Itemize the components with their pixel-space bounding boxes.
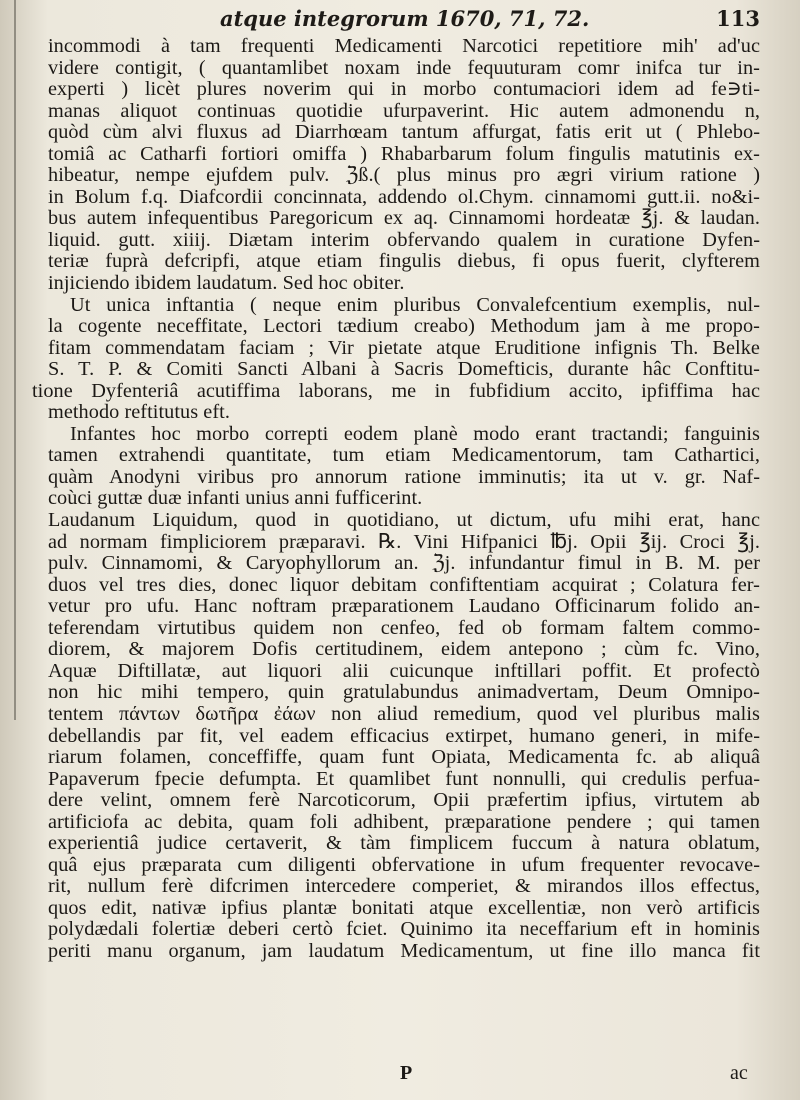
text-line: videre contigit, ( quantamlibet noxam inde fequuturam comr inifca tur in- (48, 56, 760, 79)
text-line: teferendam virtutibus quidem non cenfeo, fed ob formam faltem commo- (48, 616, 760, 639)
text-line: Papaverum fpecie defumpta. Et quamlibet funt nonnulli, qui credulis perfua- (48, 767, 760, 790)
text-line: tentem πάντων δωτῆρα ἐάων non aliud remedium, quod vel pluribus malis (48, 702, 760, 725)
page-number: 113 (716, 6, 760, 31)
text-line: la cogente neceffitate, Lectori tædium creabo) Methodum jam à me propo- (48, 315, 760, 338)
text-line: experti ) licèt plures noverim qui in morbo contumaciori idem ad fe∋ti- (48, 78, 760, 101)
text-line: liquid. gutt. xiiij. Diætam interim obfervando qualem in curatione Dyfen- (48, 228, 760, 251)
text-line: Aquæ Diftillatæ, aut liquori alii cuicunque inftillari poffit. Et profectò (48, 659, 760, 682)
text-line: debellandis par fit, vel eadem efficacius extirpet, humano generi, in mife- (48, 724, 760, 747)
text-line: S. T. P. & Comiti Sancti Albani à Sacris Domefticis, durante hâc Conftitu- (48, 358, 760, 381)
text-line: non hic mihi tempero, quin gratulabundus animadvertam, Deum Omnipo- (48, 681, 760, 704)
signature-mark: P (400, 1062, 413, 1084)
text-line: tamen extrahendi quantitate, tum etiam Medicamentorum, tam Cathartici, (48, 444, 760, 467)
text-line: Laudanum Liquidum, quod in quotidiano, ut dictum, ufu mihi erat, hanc (48, 509, 760, 532)
text-line: quàm Anodyni viribus pro annorum ratione imminutis; ita ut v. gr. Naf- (48, 465, 760, 488)
text-line: rit, nullum ferè difcrimen intercedere comperiet, & mirandos illos effectus, (48, 875, 760, 898)
text-line: Ut unica inftantia ( neque enim pluribus Convalefcentium exemplis, nul- (70, 293, 760, 316)
text-line: riarum folamen, conceffiffe, quam funt Opiata, Medicamenta fc. ab aliquâ (48, 746, 760, 769)
text-line: duos vel tres dies, donec liquor debitam confiftentiam acquirat ; Colatura fer- (48, 573, 760, 596)
text-line: diorem, & majorem Dofis certitudinem, eidem antepono ; cùm fc. Vino, (48, 638, 760, 661)
running-head: atque integrorum 1670, 71, 72. (220, 6, 590, 31)
text-line: quâ ejus præparata cum diligenti obfervatione in ufum frequenter revocave- (48, 853, 760, 876)
text-line: quos edit, nativæ ipfius plantæ bonitati atque excellentiæ, non verò artificis (48, 896, 760, 919)
text-line: pulv. Cinnamomi, & Caryophyllorum an. ℨj. infundantur fimul in B. M. per (48, 552, 760, 575)
text-line: experientiâ judice certaverit, & tàm fimplicem fuccum à natura oblatum, (48, 832, 760, 855)
binding-gutter (14, 0, 16, 720)
text-line: tione Dyfenteriâ acutiffima laborans, me in fubfidium accito, ipfiffima hac (32, 379, 760, 402)
text-line: hibeatur, nempe ejufdem pulv. ℨß.( plus minus pro ægri virium ratione ) (48, 164, 760, 187)
text-line: incommodi à tam frequenti Medicamenti Narcotici repetitiore mih' ad'uc (48, 35, 760, 57)
catchword: ac (730, 1062, 748, 1084)
text-line: artificiofa ac debita, quam foli adhibent, præparatione pendere ; qui tamen (48, 810, 760, 833)
text-line: quòd cùm alvi fluxus ad Diarrhœam tantum affurgat, fatis erit ut ( Phlebo- (48, 121, 760, 144)
text-line: coùci guttæ duæ infanti unius anni fufficerint. (48, 487, 423, 510)
text-line: bus autem infequentibus Paregoricum ex aq. Cinnamomi hordeatæ ℥j. & laudan. (48, 207, 760, 230)
text-line: Infantes hoc morbo correpti eodem planè modo erant tractandi; fanguinis (70, 422, 760, 445)
text-line: teriæ fuprà defcripfi, atque etiam fingulis diebus, fi opus fuerit, clyfterem (48, 250, 760, 273)
text-line: injiciendo ibidem laudatum. Sed hoc obiter. (48, 272, 405, 295)
text-line: vetur pro ufu. Hanc noftram præparationem Laudano Officinarum folido an- (48, 595, 760, 618)
text-line: manas aliquot continuas quotidie ufurpaverint. Hic autem admonendu n, (48, 99, 760, 122)
text-line: in Bolum f.q. Diafcordii concinnata, addendo ol.Chym. cinnamomi gutt.ii. no&i- (48, 185, 760, 208)
text-line: dere velint, omnem ferè Narcoticorum, Opii præfertim ipfius, virtutem ab (48, 789, 760, 812)
page-header (60, 6, 760, 36)
text-line: methodo reftitutus eft. (48, 401, 230, 424)
text-line: polydædali folertiæ deberi certò fciet. Quinimo ita neceffarium eft in hominis (48, 918, 760, 941)
text-line: ad normam fimpliciorem præparavi. ℞. Vini Hifpanici ℔j. Opii ℥ij. Croci ℥j. (48, 530, 760, 553)
text-line: periti manu organum, jam laudatum Medicamentum, ut fine illo manca fit (48, 939, 760, 962)
text-line: fitam commendatam faciam ; Vir pietate atque Eruditione infignis Th. Belke (48, 336, 760, 359)
text-line: tomiâ ac Catharfi fortiori omiffa ) Rhabarbarum folum fingulis matutinis ex- (48, 142, 760, 165)
body-text (32, 35, 760, 963)
